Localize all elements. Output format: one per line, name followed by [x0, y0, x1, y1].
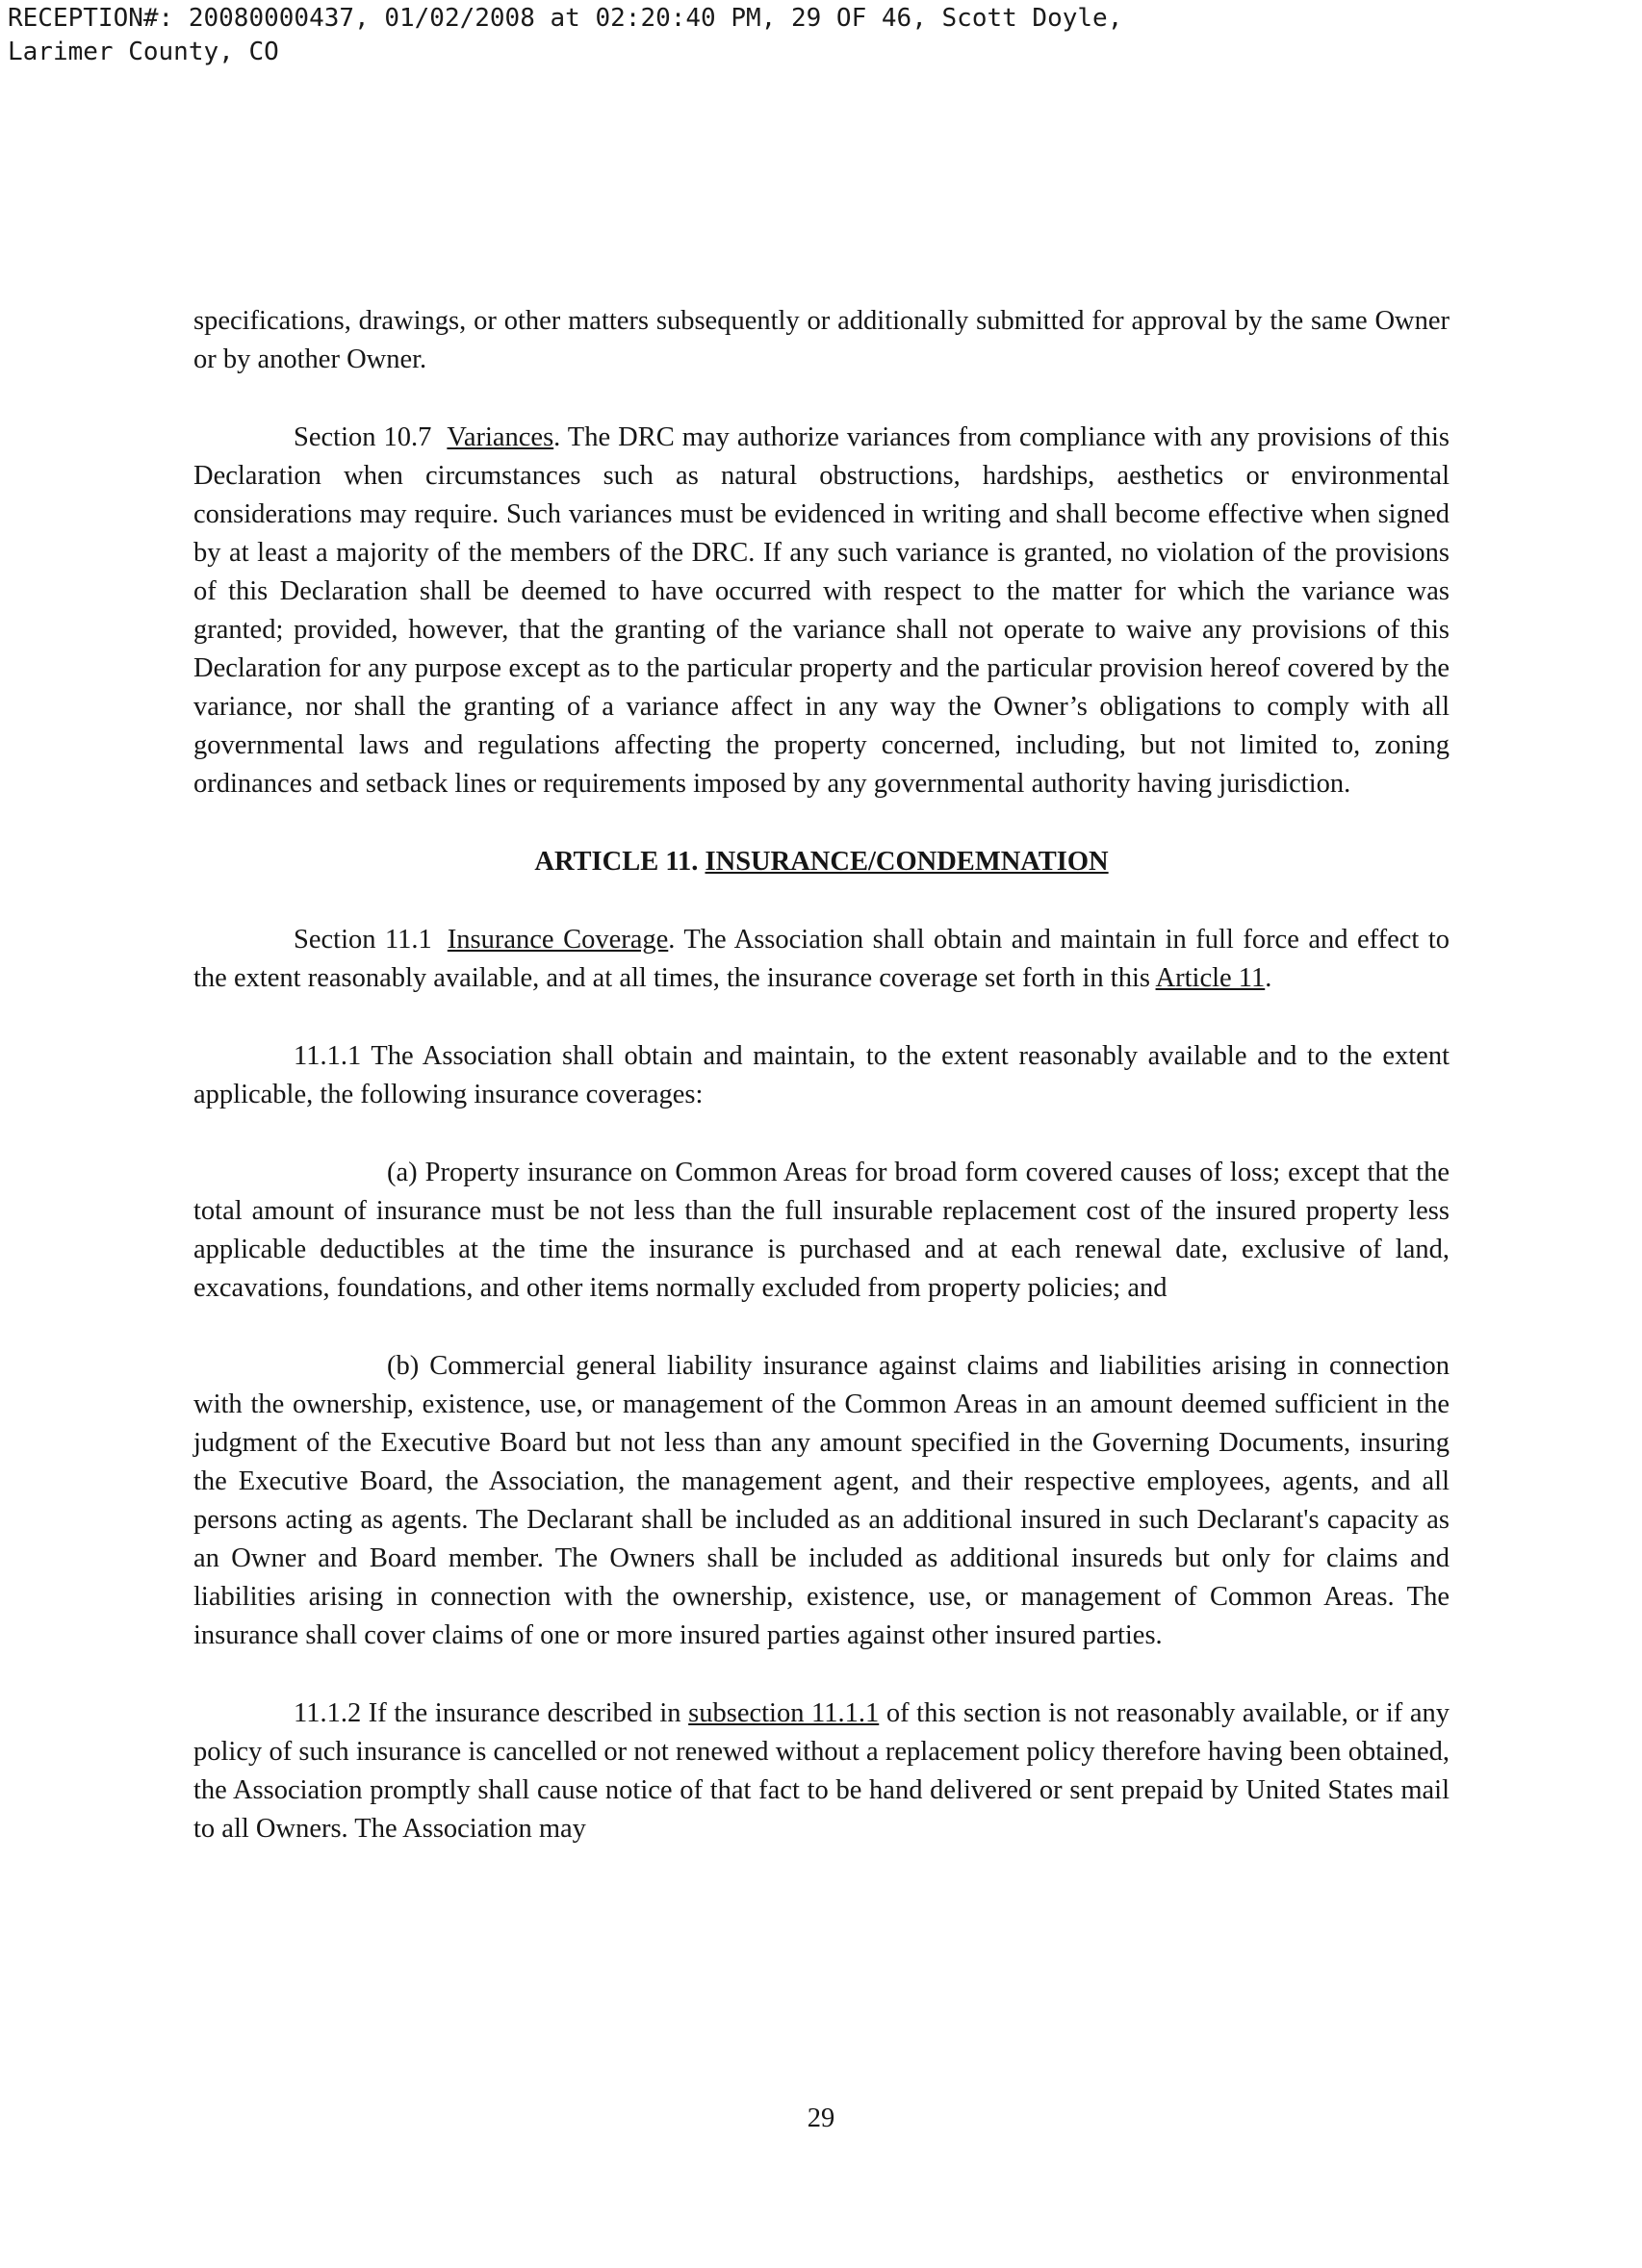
- section-11-1-end: .: [1265, 963, 1272, 993]
- section-11-1-title: Insurance Coverage: [447, 925, 669, 955]
- subsection-11-1-2-paragraph: [193, 1695, 1450, 1848]
- section-11-1-text: . The Association shall obtain and maintain in full force and effect to the extent reasonably available, and at all times, the insurance coverage set forth in this: [193, 925, 1450, 993]
- subsection-11-1-1-paragraph: 11.1.1 The Association shall obtain and maintain, to the extent reasonably available and to the extent applicable, the following insurance coverages:: [193, 1041, 1450, 1109]
- item-a-paragraph: (a) Property insurance on Common Areas for broad form covered causes of loss; except that the total amount of insurance must be not less than the full insurable replacement cost of the insured property less applicable deductibles at the time the insurance is purchased and at each renewal date, exclusive of land, excavations, foundations, and other items normally excluded from property policies; and: [193, 1158, 1450, 1303]
- header-line-1: RECEPTION#: 20080000437, 01/02/2008 at 02:20:40 PM, 29 OF 46, Scott Doyle,: [8, 4, 1123, 33]
- article-11-reference: Article 11: [1155, 963, 1266, 993]
- section-10-7-text: . The DRC may authorize variances from compliance with any provisions of this Declaration when circumstances such as natural obstructions, hardships, aesthetics or environmental considerations may require. Such variances must be evidenced in writing and shall become effective when signed by at least a majority of the members of the DRC. If any such variance is granted, no violation of the provisions of this Declaration shall be deemed to have occurred with respect to the matter for which the variance was granted; provided, however, that the granting of the variance shall not operate to waive any provisions of this Declaration for any purpose except as to the particular property and the particular provision hereof covered by the variance, nor shall the granting of a variance affect in any way the Owner’s obligations to comply with all governmental laws and regulations affecting the property concerned, including, but not limited to, zoning ordinances and setback lines or requirements imposed by any governmental authority having jurisdiction.: [193, 422, 1450, 799]
- subsection-11-1-2-start: 11.1.2 If the insurance described in: [294, 1698, 689, 1728]
- section-11-1-paragraph: [193, 921, 1450, 998]
- section-10-7-number: Section 10.7: [294, 422, 432, 452]
- section-10-7-title: Variances: [447, 422, 554, 452]
- document-body: [193, 302, 1450, 1848]
- header-line-2: Larimer County, CO: [8, 38, 279, 66]
- section-11-1-number: Section 11.1: [294, 925, 432, 955]
- item-b-paragraph: (b) Commercial general liability insurance against claims and liabilities arising in connection with the ownership, existence, use, or management of the Common Areas in an amount deemed sufficient in the judgment of the Executive Board but not less than any amount specified in the Governing Documents, insuring the Executive Board, the Association, the management agent, and their respective employees, agents, and all persons acting as agents. The Declarant shall be included as an additional insured in such Declarant's capacity as an Owner and Board member. The Owners shall be included as additional insureds but only for claims and liabilities arising in connection with the ownership, existence, use, or management of Common Areas. The insurance shall cover claims of one or more insured parties against other insured parties.: [193, 1351, 1450, 1650]
- subsection-11-1-2-text: of this section is not reasonably available, or if any policy of such insurance is cancelled or not renewed without a replacement policy therefore having been obtained, the Association promptly shall cause notice of that fact to be hand delivered or sent prepaid by United States mail to all Owners. The Association may: [193, 1698, 1450, 1844]
- subsection-11-1-1-reference: subsection 11.1.1: [688, 1698, 880, 1728]
- article-prefix: ARTICLE 11.: [534, 847, 699, 877]
- continuation-paragraph: specifications, drawings, or other matters subsequently or additionally submitted for approval by the same Owner or by another Owner.: [193, 306, 1450, 374]
- article-title: INSURANCE/CONDEMNATION: [705, 847, 1109, 877]
- article-11-heading: [193, 843, 1450, 881]
- recording-header: [8, 2, 1122, 69]
- page-number: 29: [807, 2103, 835, 2133]
- section-10-7-paragraph: [193, 419, 1450, 803]
